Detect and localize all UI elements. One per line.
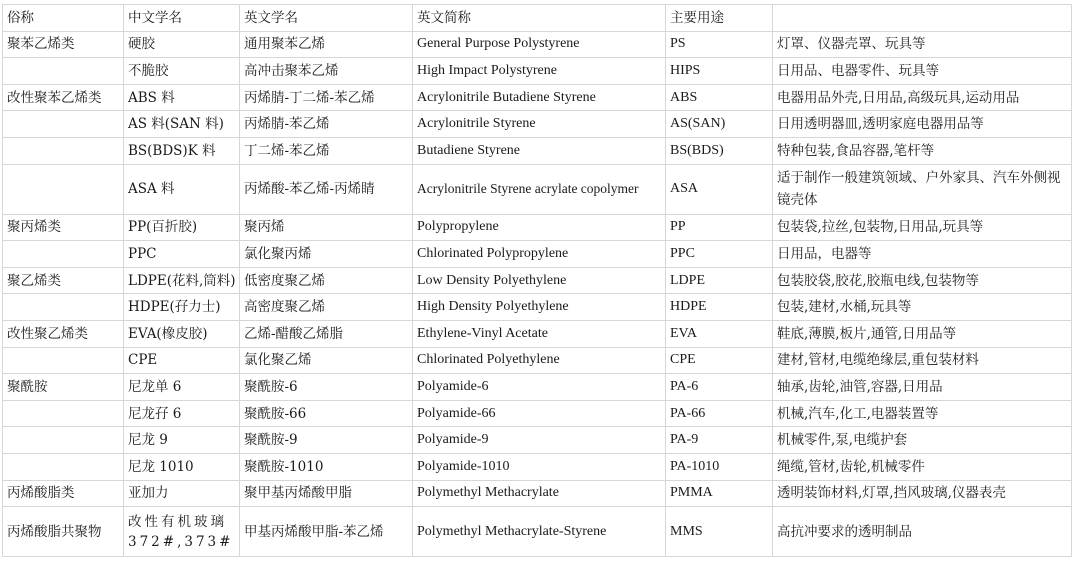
cell-chinese-name: LDPE(花料,筒料) [124, 267, 240, 294]
cell-english-name: 聚丙烯 [240, 214, 413, 241]
table-row [3, 164, 1072, 214]
cell-main-use: 包装胶袋,胶花,胶瓶电线,包装物等 [773, 267, 1072, 294]
cell-abbreviation: CPE [666, 347, 773, 374]
cell-abbreviation: PA-66 [666, 400, 773, 427]
table-row [3, 427, 1072, 454]
cell-abbreviation: HDPE [666, 294, 773, 321]
cell-abbreviation: ABS [666, 84, 773, 111]
cell-english-name: 高冲击聚苯乙烯 [240, 58, 413, 85]
cell-common-name [3, 347, 124, 374]
cell-chinese-name: 改性有机玻璃372#,373# [124, 507, 240, 557]
cell-chinese-name: AS 料(SAN 料) [124, 111, 240, 138]
cell-chinese-name: 亚加力 [124, 480, 240, 507]
cell-abbreviation: LDPE [666, 267, 773, 294]
cell-main-use: 包装,建材,水桶,玩具等 [773, 294, 1072, 321]
table-row [3, 374, 1072, 401]
cell-english-name: 聚酰胺-1010 [240, 453, 413, 480]
cell-chinese-name: PPC [124, 241, 240, 268]
cell-main-use: 特种包装,食品容器,笔杆等 [773, 137, 1072, 164]
cell-common-name: 改性聚乙烯类 [3, 320, 124, 347]
cell-english-full: Ethylene-Vinyl Acetate [413, 320, 666, 347]
cell-english-name: 高密度聚乙烯 [240, 294, 413, 321]
table-row [3, 453, 1072, 480]
cell-chinese-name: 硬胶 [124, 31, 240, 58]
cell-common-name [3, 453, 124, 480]
cell-main-use: 绳缆,管材,齿轮,机械零件 [773, 453, 1072, 480]
cell-english-name: 聚甲基丙烯酸甲脂 [240, 480, 413, 507]
cell-common-name [3, 241, 124, 268]
table-row [3, 294, 1072, 321]
cell-common-name: 改性聚苯乙烯类 [3, 84, 124, 111]
cell-main-use: 包装袋,拉丝,包装物,日用品,玩具等 [773, 214, 1072, 241]
cell-main-use: 机械零件,泵,电缆护套 [773, 427, 1072, 454]
header-cell-common-name: 俗称 [3, 5, 124, 32]
cell-common-name [3, 111, 124, 138]
cell-common-name [3, 294, 124, 321]
cell-main-use: 适于制作一般建筑领域、户外家具、汽车外侧视镜壳体 [773, 164, 1072, 214]
cell-chinese-name: BS(BDS)K 料 [124, 137, 240, 164]
cell-main-use: 日用透明器皿,透明家庭电器用品等 [773, 111, 1072, 138]
cell-chinese-name: PP(百折胶) [124, 214, 240, 241]
cell-common-name: 聚丙烯类 [3, 214, 124, 241]
cell-main-use: 高抗冲要求的透明制品 [773, 507, 1072, 557]
cell-abbreviation: PS [666, 31, 773, 58]
cell-chinese-name: ASA 料 [124, 164, 240, 214]
cell-english-full: High Impact Polystyrene [413, 58, 666, 85]
cell-abbreviation: EVA [666, 320, 773, 347]
table-row [3, 507, 1072, 557]
cell-english-full: Acrylonitrile Butadiene Styrene [413, 84, 666, 111]
header-cell-chinese-name: 中文学名 [124, 5, 240, 32]
table-row [3, 31, 1072, 58]
cell-common-name [3, 137, 124, 164]
cell-english-full: Butadiene Styrene [413, 137, 666, 164]
cell-main-use: 轴承,齿轮,油管,容器,日用品 [773, 374, 1072, 401]
cell-abbreviation: PPC [666, 241, 773, 268]
cell-main-use: 日用品、电器零件、玩具等 [773, 58, 1072, 85]
cell-english-name: 氯化聚乙烯 [240, 347, 413, 374]
header-cell-main-use: 主要用途 [666, 5, 773, 32]
cell-common-name: 丙烯酸脂类 [3, 480, 124, 507]
cell-abbreviation: PMMA [666, 480, 773, 507]
table-row [3, 137, 1072, 164]
cell-main-use: 透明装饰材料,灯罩,挡风玻璃,仪器表壳 [773, 480, 1072, 507]
cell-main-use: 日用品，电器等 [773, 241, 1072, 268]
table-row [3, 347, 1072, 374]
cell-english-name: 低密度聚乙烯 [240, 267, 413, 294]
cell-abbreviation: ASA [666, 164, 773, 214]
cell-english-name: 通用聚苯乙烯 [240, 31, 413, 58]
cell-english-full: Polymethyl Methacrylate-Styrene [413, 507, 666, 557]
header-cell-english-name: 英文学名 [240, 5, 413, 32]
cell-abbreviation: AS(SAN) [666, 111, 773, 138]
cell-common-name: 聚乙烯类 [3, 267, 124, 294]
cell-common-name [3, 400, 124, 427]
table-row [3, 214, 1072, 241]
table-row [3, 241, 1072, 268]
cell-common-name: 聚苯乙烯类 [3, 31, 124, 58]
cell-english-full: Polymethyl Methacrylate [413, 480, 666, 507]
cell-english-full: General Purpose Polystyrene [413, 31, 666, 58]
cell-english-name: 丙烯腈-苯乙烯 [240, 111, 413, 138]
cell-common-name: 丙烯酸脂共聚物 [3, 507, 124, 557]
cell-main-use: 建材,管材,电缆绝缘层,重包装材料 [773, 347, 1072, 374]
cell-abbreviation: PA-9 [666, 427, 773, 454]
cell-main-use: 鞋底,薄膜,板片,通管,日用品等 [773, 320, 1072, 347]
cell-english-full: Low Density Polyethylene [413, 267, 666, 294]
cell-chinese-name: 尼龙单 6 [124, 374, 240, 401]
cell-chinese-name: HDPE(孖力士) [124, 294, 240, 321]
header-row [3, 5, 1072, 32]
polymer-table [2, 4, 1072, 557]
table-row [3, 58, 1072, 85]
cell-english-name: 乙烯-醋酸乙烯脂 [240, 320, 413, 347]
cell-english-name: 丁二烯-苯乙烯 [240, 137, 413, 164]
cell-common-name [3, 427, 124, 454]
cell-chinese-name: 尼龙 9 [124, 427, 240, 454]
cell-common-name [3, 58, 124, 85]
cell-english-full: Polyamide-66 [413, 400, 666, 427]
cell-english-name: 聚酰胺-9 [240, 427, 413, 454]
table-row [3, 320, 1072, 347]
cell-english-full: Polyamide-1010 [413, 453, 666, 480]
cell-english-name: 聚酰胺-66 [240, 400, 413, 427]
cell-main-use: 机械,汽车,化工,电器装置等 [773, 400, 1072, 427]
cell-english-full: Polypropylene [413, 214, 666, 241]
cell-english-full: Chlorinated Polyethylene [413, 347, 666, 374]
cell-english-name: 丙烯腈-丁二烯-苯乙烯 [240, 84, 413, 111]
cell-abbreviation: BS(BDS) [666, 137, 773, 164]
cell-chinese-name: CPE [124, 347, 240, 374]
cell-abbreviation: MMS [666, 507, 773, 557]
cell-english-name: 聚酰胺-6 [240, 374, 413, 401]
cell-chinese-name: 不脆胶 [124, 58, 240, 85]
cell-english-full: Chlorinated Polypropylene [413, 241, 666, 268]
cell-abbreviation: PP [666, 214, 773, 241]
cell-common-name [3, 164, 124, 214]
table-row [3, 267, 1072, 294]
cell-abbreviation: PA-6 [666, 374, 773, 401]
cell-english-name: 氯化聚丙烯 [240, 241, 413, 268]
cell-english-name: 甲基丙烯酸甲脂-苯乙烯 [240, 507, 413, 557]
cell-main-use: 灯罩、仪器壳罩、玩具等 [773, 31, 1072, 58]
table-row [3, 84, 1072, 111]
cell-english-full: Acrylonitrile Styrene acrylate copolymer [413, 164, 666, 214]
header-cell-english-abbr: 英文简称 [413, 5, 666, 32]
table-row [3, 400, 1072, 427]
cell-english-full: Acrylonitrile Styrene [413, 111, 666, 138]
table-row [3, 111, 1072, 138]
cell-english-name: 丙烯酸-苯乙烯-丙烯睛 [240, 164, 413, 214]
cell-english-full: Polyamide-6 [413, 374, 666, 401]
cell-main-use: 电器用品外壳,日用品,高级玩具,运动用品 [773, 84, 1072, 111]
cell-chinese-name: 尼龙 1010 [124, 453, 240, 480]
cell-abbreviation: PA-1010 [666, 453, 773, 480]
cell-chinese-name: EVA(橡皮胶) [124, 320, 240, 347]
cell-chinese-name: 尼龙孖 6 [124, 400, 240, 427]
cell-chinese-name: ABS 料 [124, 84, 240, 111]
cell-common-name: 聚酰胺 [3, 374, 124, 401]
cell-english-full: High Density Polyethylene [413, 294, 666, 321]
cell-english-full: Polyamide-9 [413, 427, 666, 454]
header-cell-empty [773, 5, 1072, 32]
polymer-table-sheet [2, 4, 1071, 557]
cell-abbreviation: HIPS [666, 58, 773, 85]
table-row [3, 480, 1072, 507]
